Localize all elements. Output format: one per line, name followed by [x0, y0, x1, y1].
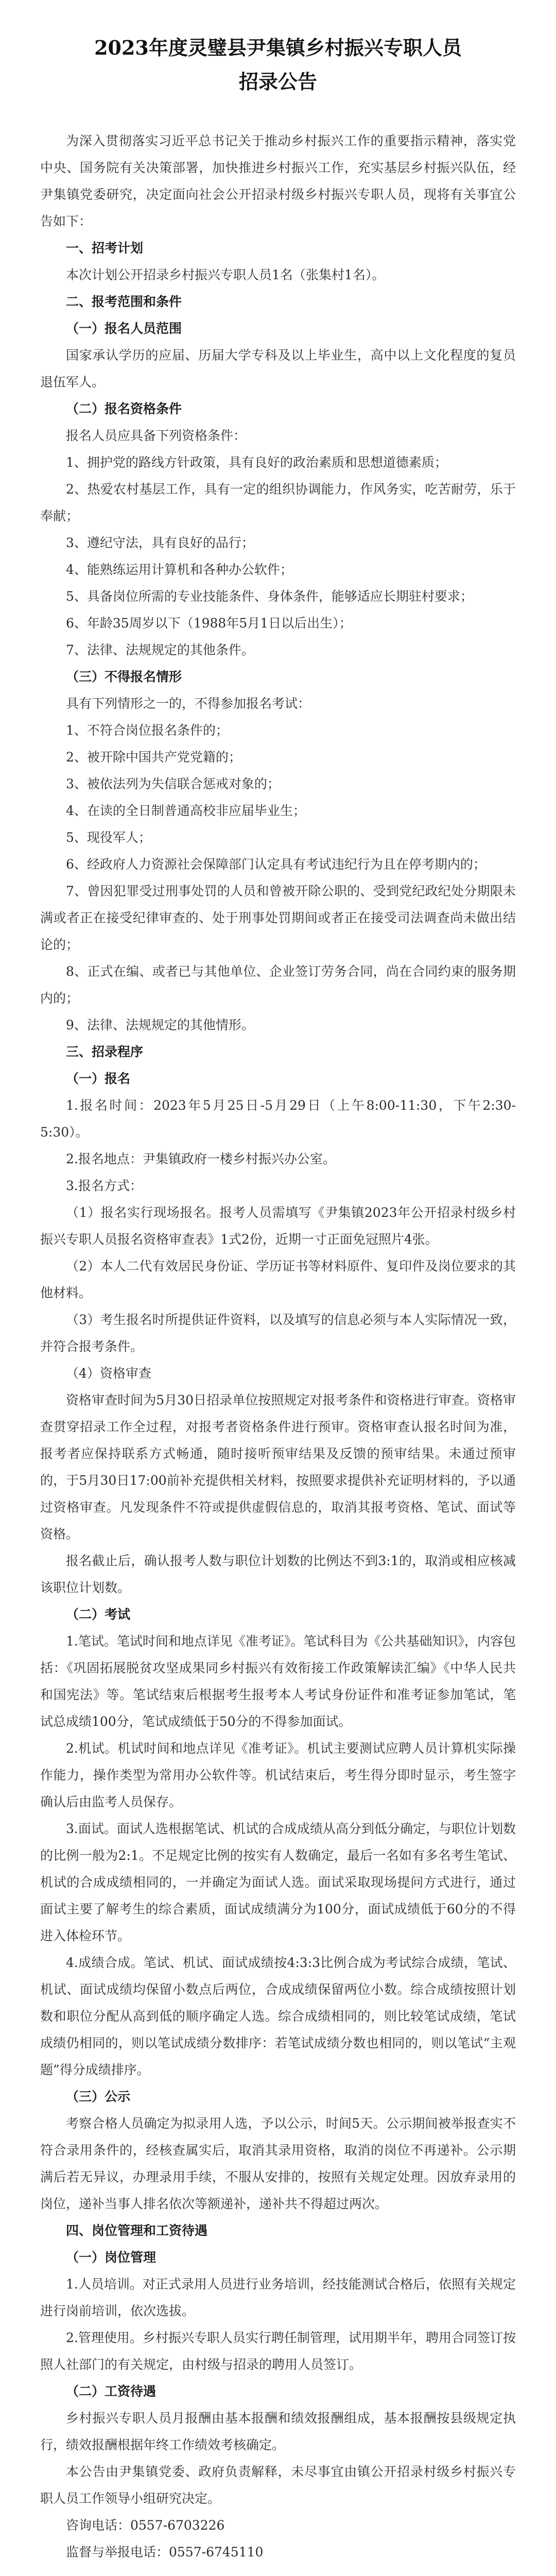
section-4-2-text: 乡村振兴专职人员月报酬由基本报酬和绩效报酬组成，基本报酬按县级规定执行，绩效报酬根据年终工作绩效考核确定。: [40, 2411, 516, 2452]
section-3-3-heading: （三）公示: [66, 2089, 131, 2104]
exclusion-item: 5、现役军人；: [66, 830, 151, 845]
section-3-1-heading: （一）报名: [66, 1071, 131, 1086]
title-line-2: 招录公告: [238, 70, 317, 93]
registration-item: 3.报名方式：: [66, 1178, 143, 1193]
registration-item: 资格审查时间为5月30日招录单位按照规定对报考条件和资格进行审查。资格审查贯穿招录工作全过程，对报考者资格条件进行预审。资格审查认报名时间为准，报考者应保持联系方式畅通，随时接听预审结果及反馈的预审结果。未通过预审的，于5月30日17:00前补充提供相关材料，按照要求提供补充证明材料的，予以通过资格审查。凡发现条件不符或提供虚假信息的，取消其报考资格、笔试、面试等资格。: [40, 1393, 516, 1541]
exclusion-item: 7、曾因犯罪受过刑事处罚的人员和曾被开除公职的、受到党纪政纪处分期限未满或者正在接受纪律审查的、处于刑事处罚期间或者正在接受司法调查尚未做出结论的；: [40, 884, 516, 952]
registration-item: （1）报名实行现场报名。报考人员需填写《尹集镇2023年公开招录村级乡村振兴专职人员报名资格审查表》1式2份，近期一寸正面免冠照片4张。: [40, 1205, 516, 1247]
report-phone: 监督与举报电话：0557-6745110: [66, 2545, 264, 2560]
exam-item: 2.机试。机试时间和地点详见《准考证》。机试主要测试应聘人员计算机实际操作能力，操作类型为常用办公软件等。机试结束后，考生得分即时显示，考生签字确认后由监考人员保存。: [40, 1741, 516, 1809]
section-1-heading: 一、招考计划: [66, 241, 144, 256]
exclusion-item: 9、法律、法规规定的其他情形。: [66, 1018, 254, 1032]
section-3-3-text: 考察合格人员确定为拟录用人选，予以公示，时间5天。公示期间被举报查实不符合录用条件的，经核查属实后，取消其录用资格，取消的岗位不再递补。公示期满后若无异议，办理录用手续，不服从安排的，按照有关规定处理。因放弃录用的岗位，递补当事人排名依次等额递补，递补共不得超过两次。: [40, 2116, 516, 2211]
registration-item: 2.报名地点：尹集镇政府一楼乡村振兴办公室。: [66, 1151, 336, 1166]
closing-paragraph: 本公告由尹集镇党委、政府负责解释，未尽事宜由镇公开招录村级乡村振兴专职人员工作领导小组研究决定。: [40, 2464, 516, 2506]
condition-item: 3、遵纪守法，具有良好的品行；: [66, 535, 254, 550]
section-1-text: 本次计划公开招录乡村振兴专职人员1名（张集村1名）。: [66, 267, 385, 282]
condition-item: 4、能熟练运用计算机和各种办公软件；: [66, 562, 293, 577]
exclusion-item: 8、正式在编、或者已与其他单位、企业签订劳务合同，尚在合同约束的服务期内的；: [40, 964, 516, 1006]
exclusion-item: 2、被开除中国共产党党籍的；: [66, 750, 241, 765]
intro-paragraph: 为深入贯彻落实习近平总书记关于推动乡村振兴工作的重要指示精神，落实党中央、国务院有关决策部署，加快推进乡村振兴工作，充实基层乡村振兴队伍，经尹集镇党委研究，决定面向社会公开招录村级乡村振兴专职人员，现将有关事宜公告如下：: [40, 133, 516, 229]
exclusion-item: 3、被依法列为失信联合惩戒对象的；: [66, 776, 280, 791]
registration-item: （2）本人二代有效居民身份证、学历证书等材料原件、复印件及岗位要求的其他材料。: [40, 1259, 516, 1300]
section-3-2-heading: （二）考试: [66, 1607, 131, 1622]
title-line-1: 2023年度灵璧县尹集镇乡村振兴专职人员: [94, 36, 462, 59]
section-3-heading: 三、招录程序: [66, 1044, 144, 1059]
document-title: [40, 31, 516, 99]
condition-item: 2、热爱农村基层工作，具有一定的组织协调能力，作风务实，吃苦耐劳，乐于奉献；: [40, 482, 516, 523]
condition-item: 5、具备岗位所需的专业技能条件、身体条件，能够适应长期驻村要求；: [66, 589, 473, 604]
section-2-heading: 二、报考范围和条件: [66, 294, 182, 309]
section-2-3-intro: 具有下列情形之一的，不得参加报名考试：: [66, 696, 311, 711]
document-body: [40, 128, 516, 2576]
condition-item: 1、拥护党的路线方针政策，具有良好的政治素质和思想道德素质；: [66, 455, 447, 470]
registration-item: （3）考生报名时所提供证件资料，以及填写的信息必须与本人实际情况一致，并符合报考条件。: [40, 1312, 516, 1354]
section-4-2-heading: （二）工资待遇: [66, 2384, 157, 2399]
section-2-2-intro: 报名人员应具备下列资格条件：: [66, 428, 247, 443]
consult-phone: 咨询电话：0557-6703226: [66, 2518, 225, 2533]
section-2-2-heading: （二）报名资格条件: [66, 401, 182, 416]
exam-item: 1.笔试。笔试时间和地点详见《准考证》。笔试科目为《公共基础知识》，内容包括：《巩固拓展脱贫攻坚成果同乡村振兴有效衔接工作政策解读汇编》《中华人民共和国宪法》等。笔试结束后根据考生报考本人考试身份证件和准考证参加笔试，笔试总成绩100分，笔试成绩低于50分的不得参加面试。: [40, 1634, 516, 1729]
management-item: 2.管理使用。乡村振兴专职人员实行聘任制管理，试用期半年，聘用合同签订按照人社部门的有关规定，由村级与招录的聘用人员签订。: [40, 2330, 516, 2372]
section-2-1-heading: （一）报名人员范围: [66, 321, 182, 336]
registration-item: 1.报名时间：2023年5月25日-5月29日（上午8:00-11:30，下午2:30-5:30）。: [40, 1098, 516, 1140]
section-4-1-heading: （一）岗位管理: [66, 2250, 157, 2265]
management-item: 1.人员培训。对正式录用人员进行业务培训，经技能测试合格后，依照有关规定进行岗前培训，依次选拔。: [40, 2277, 516, 2318]
registration-item: 报名截止后，确认报考人数与职位计划数的比例达不到3:1的，取消或相应核减该职位计划数。: [40, 1553, 516, 1595]
exclusion-item: 4、在读的全日制普通高校非应届毕业生；: [66, 803, 306, 818]
condition-item: 6、年龄35周岁以下（1988年5月1日以后出生）；: [66, 616, 352, 631]
exclusion-item: 1、不符合岗位报名条件的；: [66, 723, 229, 738]
exclusion-item: 6、经政府人力资源社会保障部门认定具有考试违纪行为且在停考期内的；: [66, 857, 486, 872]
section-2-1-text: 国家承认学历的应届、历届大学专科及以上毕业生，高中以上文化程度的复员退伍军人。: [40, 348, 516, 389]
exam-item: 3.面试。面试人选根据笔试、机试的合成成绩从高分到低分确定，与职位计划数的比例一般为2:1。不足规定比例的按实有人数确定，最后一名如有多名考生笔试、机试的合成成绩相同的，一并确定为面试人选。面试采取现场提问方式进行，通过面试主要了解考生的综合素质，面试成绩满分为100分，面试成绩低于60分的不得进入体检环节。: [40, 1821, 516, 1943]
section-2-3-heading: （三）不得报名情形: [66, 669, 182, 684]
registration-item: （4）资格审查: [66, 1366, 151, 1381]
exam-item: 4.成绩合成。笔试、机试、面试成绩按4:3:3比例合成为考试综合成绩，笔试、机试、面试成绩均保留小数点后两位，合成成绩保留两位小数。综合成绩按照计划数和职位分配从高到低的顺序确定人选。综合成绩相同的，则比较笔试成绩，笔试成绩仍相同的，则以笔试成绩分数排序：若笔试成绩分数也相同的，则以笔试“主观题”得分成绩排序。: [40, 1955, 516, 2077]
condition-item: 7、法律、法规规定的其他条件。: [66, 642, 254, 657]
section-4-heading: 四、岗位管理和工资待遇: [66, 2223, 208, 2238]
